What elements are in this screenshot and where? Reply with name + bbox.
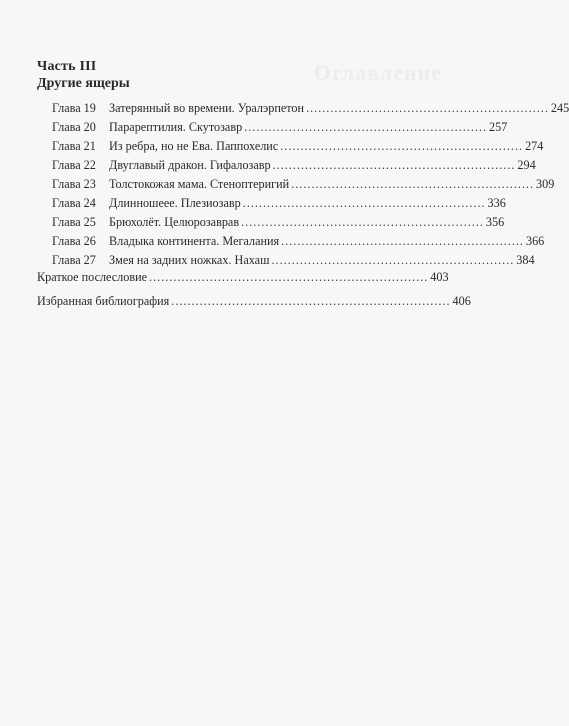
page-number: 309 [536,177,555,191]
toc-entry-bibliography [37,289,471,313]
chapter-title: Толстокожая мама. Стеноптеригий [109,177,290,191]
part-number: Часть III [37,59,97,74]
chapter-list [52,99,569,270]
dot-leader: ............................................................ [241,215,484,229]
page-number: 294 [517,158,536,172]
chapter-title: Длинношеее. Плезиозавр [109,196,241,210]
toc-entry-ch20 [52,118,508,137]
toc-entry-afterword [37,265,449,289]
page-number: 257 [489,120,508,134]
chapter-title: Змея на задних ножках. Нахаш [109,253,270,267]
page-number: 406 [452,294,471,308]
dot-leader: ............................................................ [306,101,549,115]
dot-leader: ............................................................ [291,177,535,191]
chapter-title: Затерянный во времени. Уралэрпетон [109,101,305,115]
backmatter-list [37,265,471,313]
chapter-label: Глава 24 [52,196,96,210]
chapter-label: Глава 26 [52,234,96,248]
chapter-label: Глава 25 [52,215,96,229]
chapter-label: Глава 20 [52,120,96,134]
chapter-title: Брюхолёт. Целюрозаврав [109,215,240,229]
chapter-label: Глава 23 [52,177,96,191]
toc-entry-ch19 [52,99,569,118]
page-number: 274 [525,139,544,153]
chapter-title: Парарептилия. Скутозавр [109,120,243,134]
page-number: 366 [525,234,545,248]
dot-leader: ............................................................ [242,196,486,210]
bleed-through-heading: Оглавление [313,60,442,85]
dot-leader: ..................................................................... [149,270,429,284]
bibliography-title: Избранная библиография [37,294,170,308]
page-number: 245 [550,101,569,115]
page-number: 336 [487,196,506,210]
dot-leader: ............................................................ [271,253,515,267]
toc-entry-ch23 [52,175,555,194]
chapter-title: Двуглавый дракон. Гифалозавр [109,158,271,172]
page-number: 384 [516,253,535,267]
toc-entry-ch24 [52,194,506,213]
toc-entry-ch22 [52,156,536,175]
page-number: 356 [485,215,505,229]
chapter-title: Владыка континента. Мегалания [109,234,280,248]
chapter-label: Глава 27 [52,253,96,267]
dot-leader: ............................................................ [244,120,488,134]
afterword-title: Краткое послесловие [37,270,148,284]
part-title: Другие ящеры [37,76,130,91]
chapter-label: Глава 22 [52,158,96,172]
chapter-title: Из ребра, но не Ева. Паппохелис [109,139,279,153]
toc-entry-ch21 [52,137,544,156]
dot-leader: ..................................................................... [171,294,451,308]
toc-entry-ch26 [52,232,545,251]
chapter-label: Глава 21 [52,139,96,153]
page-number: 403 [430,270,449,284]
dot-leader: ............................................................ [281,234,524,248]
dot-leader: ............................................................ [272,158,516,172]
chapter-label: Глава 19 [52,101,96,115]
dot-leader: ............................................................ [280,139,524,153]
toc-entry-ch25 [52,213,505,232]
